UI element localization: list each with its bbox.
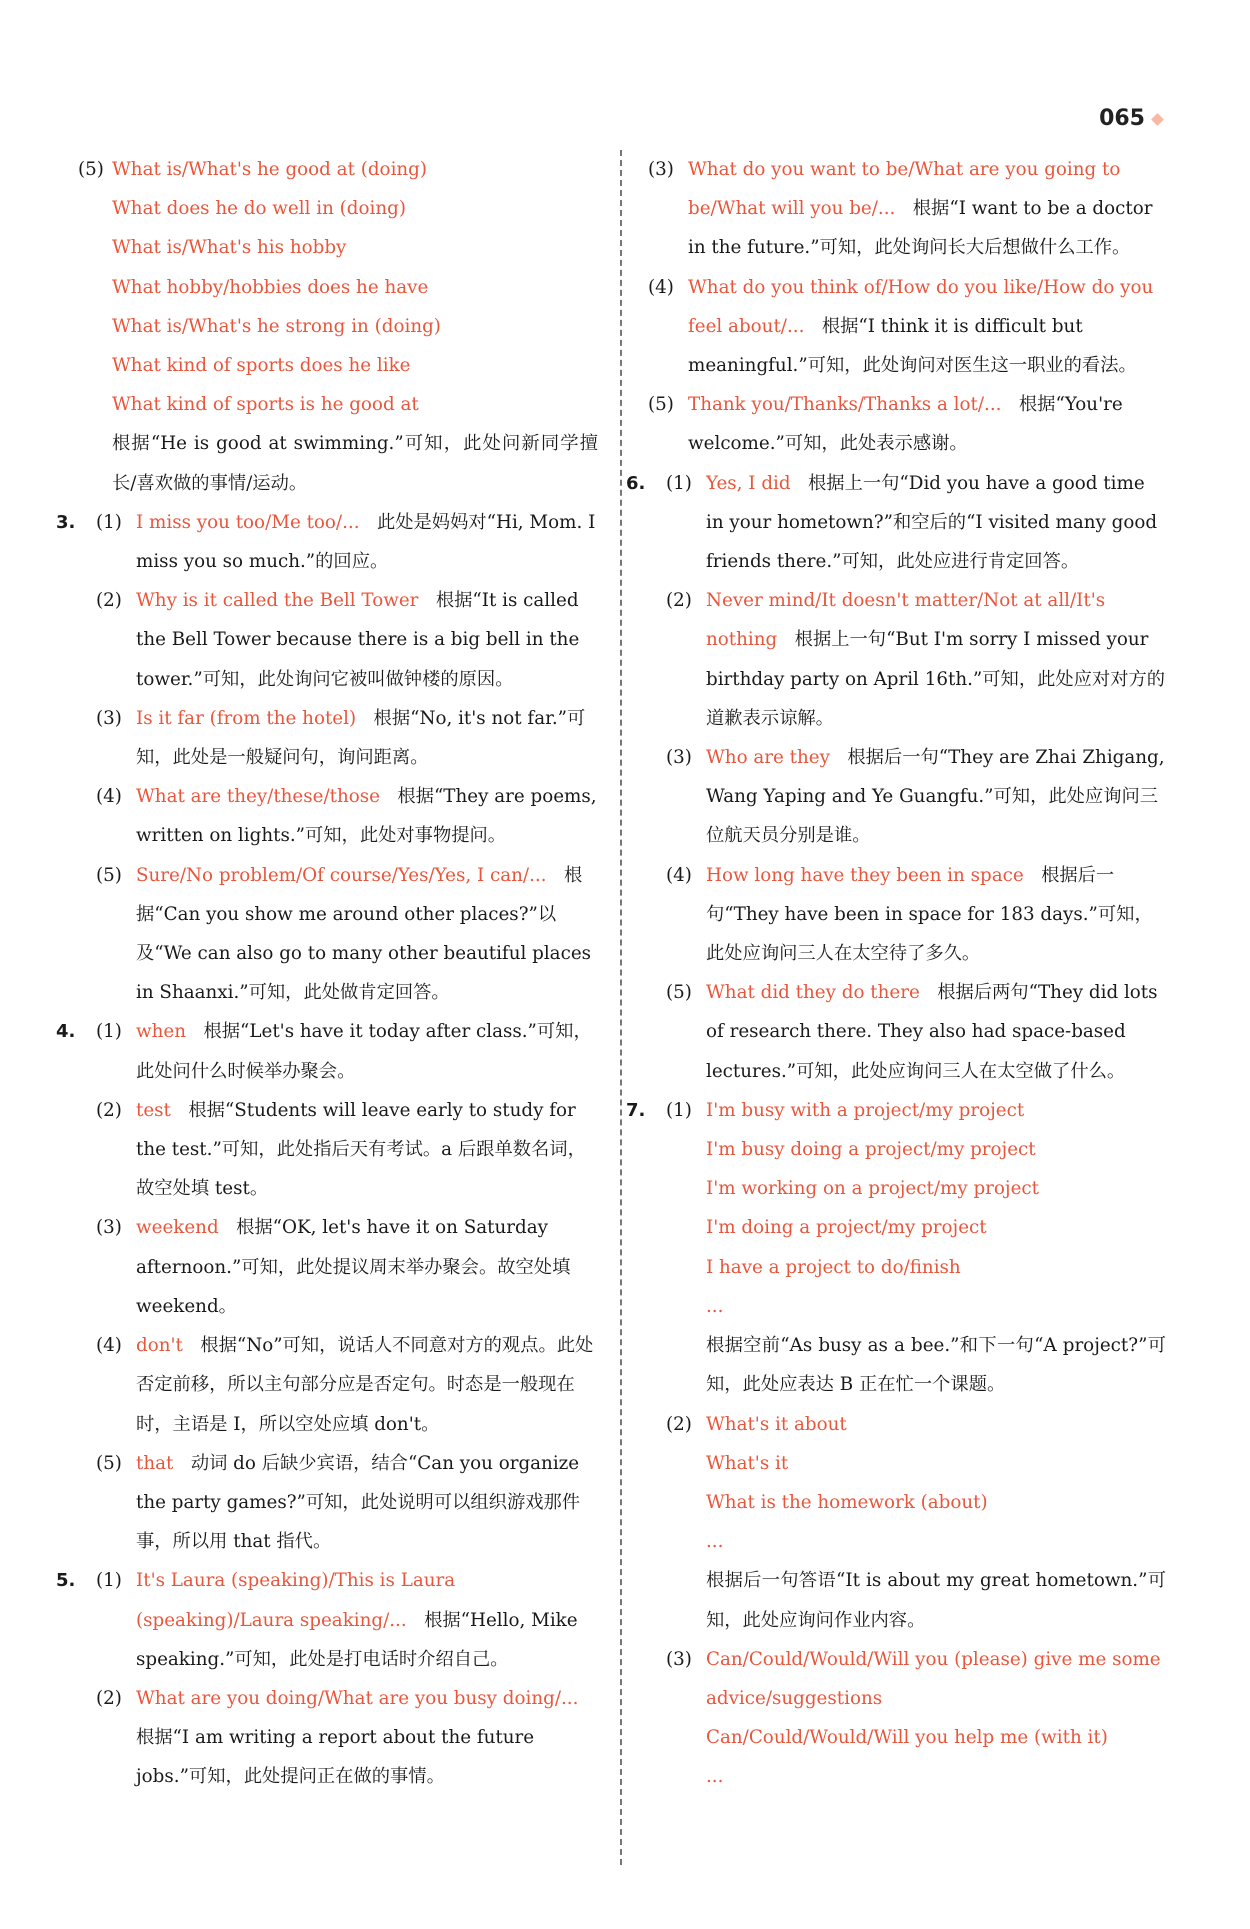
- column-divider: [620, 150, 622, 1865]
- answer-line: ...: [706, 1766, 724, 1788]
- answer-line: What's it about: [706, 1413, 847, 1435]
- answer-line: What is/What's he good at (doing): [112, 159, 428, 180]
- question-7: 7. (1) I'm busy with a project/my project I'm busy doing a project/my project I'm working on a project/my project I'm doing a project/my project I have a project to do/finish ... 根据空前“As busy as a bee.”和下一句“A project?”可知，此处应表达 B 正在忙一个课题。 (2) What's it about What's it What is the homework (about) ... 根据后一句答语“It is about my great hometown.”可知，此处应询问作业内容。 (3) Can/Could/Would/Will you (please) give me some advice/suggestions Can/Could/Would/Will you help me (with it) ...: [626, 1091, 1166, 1797]
- answer-line: ...: [706, 1295, 724, 1317]
- q5-tail-item: (3) What do you want to be/What are you going to be/What will you be/... 根据“I want to be a doctor in the future.”可知，此处询问长大后想做什么工作。: [648, 159, 1153, 259]
- explanation: 根据空前“As busy as a bee.”和下一句“A project?”可知，此处应表达 B 正在忙一个课题。: [706, 1335, 1166, 1396]
- q7-sub1: (1) I'm busy with a project/my project I'm busy doing a project/my project I'm working on a project/my project I'm doing a project/my project I have a project to do/finish ... 根据空前“As busy as a bee.”和下一句“A project?”可知，此处应表达 B 正在忙一个课题。: [666, 1091, 1166, 1405]
- question-6: 6. (1) Yes, I did 根据上一句“Did you have a good time in your hometown?”和空后的“I visited many good friends there.”可知，此处应进行肯定回答。 (2) Never mind/It doesn't matter/Not at all/It's nothing 根据上一句“But I'm sorry I missed your birthday party on April 16th.”可知，此处应对对方的道歉表示谅解。 (3) Who are they 根据后一句“They are Zhai Zhigang, Wang Yaping and Ye Guangfu.”可知，此处应询问三位航天员分别是谁。 (4) How long have they been in space 根据后一句“They have been in space for 183 days.”可知，此处应询问三人在太空待了多久。 (5) What did they do there 根据后两句“They did lots of research there. They also had space-based lectures.”可知，此处应询问三人在太空做了什么。: [626, 464, 1166, 1091]
- q4-item: (1) when 根据“Let's have it today after class.”可知，此处问什么时候举办聚会。: [96, 1021, 592, 1082]
- q5-tail-item: (5) Thank you/Thanks/Thanks a lot/... 根据“You're welcome.”可知，此处表示感谢。: [648, 394, 1123, 455]
- q5-item: (2) What are you doing/What are you busy doing/... 根据“I am writing a report about the future jobs.”可知，此处提问正在做的事情。: [96, 1687, 579, 1788]
- answer-line: Can/Could/Would/Will you help me (with it): [706, 1727, 1108, 1749]
- q4-item: (3) weekend 根据“OK, let's have it on Saturday afternoon.”可知，此处提议周末举办聚会。故空处填 weekend。: [96, 1217, 571, 1317]
- answer-line: I'm busy doing a project/my project: [706, 1139, 1036, 1161]
- answer-line: What kind of sports does he like: [112, 355, 411, 377]
- answer-line: What's it: [706, 1452, 789, 1474]
- q6-item: (5) What did they do there 根据后两句“They did lots of research there. They also had space-based lectures.”可知，此处应询问三人在太空做了什么。: [666, 982, 1158, 1082]
- question-5: 5. (1) It's Laura (speaking)/This is Laura (speaking)/Laura speaking/... 根据“Hello, Mike speaking.”可知，此处是打电话时介绍自己。 (2) What are you doing/What are you busy doing/... 根据“I am writing a report about the future jobs.”可知，此处提问正在做的事情。: [56, 1561, 598, 1796]
- q6-item: (2) Never mind/It doesn't matter/Not at all/It's nothing 根据上一句“But I'm sorry I missed your birthday party on April 16th.”可知，此处应对对方的道歉表示谅解。: [666, 590, 1166, 729]
- q7-sub2: (2) What's it about What's it What is the homework (about) ... 根据后一句答语“It is about my great hometown.”可知，此处应询问作业内容。: [666, 1405, 1166, 1640]
- answer-line: I'm busy with a project/my project: [706, 1099, 1025, 1121]
- diamond-icon: [1151, 113, 1164, 126]
- q3-item: (1) I miss you too/Me too/... 此处是妈妈对“Hi, Mom. I miss you so much.”的回应。: [96, 511, 596, 573]
- question-4: 4. (1) when 根据“Let's have it today after class.”可知，此处问什么时候举办聚会。 (2) test 根据“Students will leave early to study for the test.”可知，此处指后天有考试。a 后跟单数名词，故空处填 test。 (3) weekend 根据“OK, let's have it on Saturday afternoon.”可知，此处提议周末举办聚会。故空处填 weekend。 (4) don't 根据“No”可知，说话人不同意对方的观点。此处否定前移，所以主句部分应是否定句。时态是一般现在时，主语是 I，所以空处应填 don't。 (5) that 动词 do 后缺少宾语，结合“Can you organize the party games?”可知，此处说明可以组织游戏那件事，所以用 that 指代。: [56, 1012, 598, 1561]
- answer-line: What is the homework (about): [706, 1491, 988, 1513]
- question-3: 3. (1) I miss you too/Me too/... 此处是妈妈对“Hi, Mom. I miss you so much.”的回应。 (2) Why is it called the Bell Tower 根据“It is called the Bell Tower because there is a big bell in the tower.”可知，此处询问它被叫做钟楼的原因。 (3) Is it far (from the hotel) 根据“No, it's not far.”可知，此处是一般疑问句，询问距离。 (4) What are they/these/those 根据“They are poems, written on lights.”可知，此处对事物提问。 (5) Sure/No problem/Of course/Yes/Yes, I can/... 根据“Can you show me around other places?”以及“We can also go to many other beautiful places in Shaanxi.”可知，此处做肯定回答。: [56, 503, 598, 1013]
- answer-line: I'm working on a project/my project: [706, 1178, 1039, 1200]
- q4-item: (4) don't 根据“No”可知，说话人不同意对方的观点。此处否定前移，所以主句部分应是否定句。时态是一般现在时，主语是 I，所以空处应填 don't。: [96, 1335, 594, 1435]
- explanation: 根据“He is good at swimming.”可知，此处问新同学擅长/喜欢做的事情/运动。: [112, 433, 598, 494]
- q7-sub3: (3) Can/Could/Would/Will you (please) give me some advice/suggestions Can/Could/Would/Will you help me (with it) ...: [666, 1640, 1166, 1797]
- q6-item: (3) Who are they 根据后一句“They are Zhai Zhigang, Wang Yaping and Ye Guangfu.”可知，此处应询问三位航天员分别是谁。: [666, 747, 1165, 847]
- q5-item: (1) It's Laura (speaking)/This is Laura (speaking)/Laura speaking/... 根据“Hello, Mike speaking.”可知，此处是打电话时介绍自己。: [96, 1570, 578, 1670]
- answer-line: ...: [706, 1531, 724, 1553]
- answer-line: What hobby/hobbies does he have: [112, 276, 429, 298]
- q5-tail-item: (4) What do you think of/How do you like/How do you feel about/... 根据“I think it is difficult but meaningful.”可知，此处询问对医生这一职业的看法。: [648, 276, 1154, 377]
- q6-item: (1) Yes, I did 根据上一句“Did you have a good time in your hometown?”和空后的“I visited many good friends there.”可知，此处应进行肯定回答。: [666, 472, 1158, 573]
- answer-line: What is/What's he strong in (doing): [112, 315, 441, 337]
- q4-item: (5) that 动词 do 后缺少宾语，结合“Can you organize the party games?”可知，此处说明可以组织游戏那件事，所以用 that 指代。: [96, 1452, 581, 1553]
- answer-line: I'm doing a project/my project: [706, 1217, 987, 1239]
- q3-item: (5) Sure/No problem/Of course/Yes/Yes, I can/... 根据“Can you show me around other places?”以及“We can also go to many other beautiful places in Shaanxi.”可知，此处做肯定回答。: [96, 864, 592, 1004]
- q6-item: (4) How long have they been in space 根据后一句“They have been in space for 183 days.”可知，此处应询问三人在太空待了多久。: [666, 864, 1153, 965]
- q2-sub5: (5) What is/What's he good at (doing) What does he do well in (doing) What is/What's his hobby What hobby/hobbies does he have What is/What's he strong in (doing) What kind of sports does he like What kind of sports is he good at 根据“He is good at swimming.”可知，此处问新同学擅长/喜欢做的事情/运动。: [78, 150, 598, 503]
- answer-line: What is/What's his hobby: [112, 237, 347, 259]
- q4-item: (2) test 根据“Students will leave early to study for the test.”可知，此处指后天有考试。a 后跟单数名词，故空处填 test。: [96, 1099, 586, 1200]
- answer-line: Can/Could/Would/Will you (please) give me some advice/suggestions: [706, 1648, 1161, 1709]
- q3-item: (4) What are they/these/those 根据“They are poems, written on lights.”可知，此处对事物提问。: [96, 786, 597, 847]
- answer-line: What does he do well in (doing): [112, 198, 406, 220]
- left-column: [56, 150, 598, 1797]
- answer-line: I have a project to do/finish: [706, 1256, 961, 1278]
- q3-item: (3) Is it far (from the hotel) 根据“No, it's not far.”可知，此处是一般疑问句，询问距离。: [96, 707, 586, 769]
- page-number: 065: [1099, 106, 1162, 131]
- right-column: [626, 150, 1166, 1797]
- answer-line: What kind of sports is he good at: [112, 394, 419, 416]
- q3-item: (2) Why is it called the Bell Tower 根据“It is called the Bell Tower because there is a big bell in the tower.”可知，此处询问它被叫做钟楼的原因。: [96, 590, 580, 690]
- explanation: 根据后一句答语“It is about my great hometown.”可知，此处应询问作业内容。: [706, 1570, 1166, 1631]
